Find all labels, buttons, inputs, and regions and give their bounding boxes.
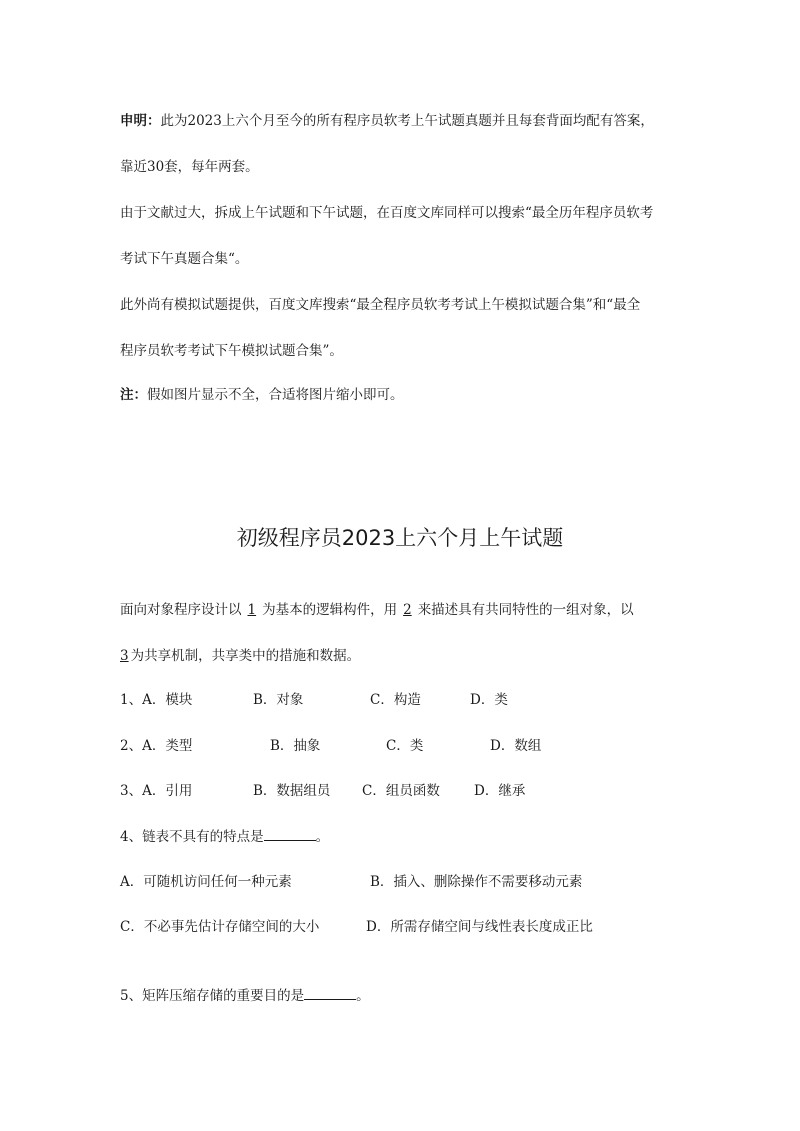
q3-option-c: C．组员函数: [362, 783, 440, 799]
q4-stem-text: 4、链表不具有的特点是: [120, 829, 264, 845]
stem-text-d: 为共享机制，共享类中的措施和数据。: [130, 648, 361, 664]
q2-option-b: B．抽象: [270, 738, 321, 754]
q4-option-b: B．插入、删除操作不需要移动元素: [370, 874, 583, 890]
statement-line-3: 由于文献过大，拆成上午试题和下午试题，在百度文库同样可以搜索“最全历年程序员软考: [120, 205, 654, 221]
blank-2: 2: [403, 602, 412, 618]
q2-option-d: D．数组: [490, 738, 542, 754]
q3-option-b: B．数据组员: [253, 783, 331, 799]
q3-option-d: D．继承: [474, 783, 526, 799]
note-text: 假如图片显示不全，合适将图片缩小即可。: [147, 387, 404, 403]
statement-line-5: 此外尚有模拟试题提供，百度文库搜索“最全程序员软考考试上午模拟试题合集”和“最全: [120, 297, 641, 313]
blank-3: 3: [120, 648, 129, 664]
q1-option-b: B．对象: [253, 692, 304, 708]
question-1-3-stem-line-1: [120, 600, 634, 620]
q4-stem-end: 。: [315, 829, 330, 845]
question-4-stem: [120, 826, 329, 847]
statement-label: 申明：: [120, 113, 161, 129]
q2-option-c: C．类: [386, 738, 424, 754]
statement-line-1: [120, 111, 654, 131]
statement-line-6: 程序员软考考试下午模拟试题合集”。: [120, 343, 343, 359]
q1-option-a: 1、A．模块: [120, 692, 193, 708]
question-5-stem: [120, 985, 370, 1006]
q4-option-a: A．可随机访问任何一种元素: [120, 874, 292, 890]
q1-option-c: C．构造: [370, 692, 421, 708]
stem-text-a: 面向对象程序设计以: [120, 602, 242, 618]
q5-stem-end: 。: [356, 988, 370, 1004]
exam-title: 初级程序员2023上六个月上午试题: [236, 526, 564, 550]
blank-1: 1: [247, 602, 257, 618]
note-label: 注：: [120, 387, 147, 403]
stem-text-c: 来描述具有共同特性的一组对象，以: [417, 602, 634, 618]
q2-option-a: 2、A．类型: [120, 738, 193, 754]
q1-option-d: D．类: [470, 692, 508, 708]
stem-text-b: 为基本的逻辑构件，用: [262, 602, 398, 618]
q5-answer-blank: [304, 985, 356, 1000]
q4-answer-blank: [264, 826, 316, 841]
statement-line-4: 考试下午真题合集“。: [120, 251, 249, 267]
q4-option-c: C．不必事先估计存储空间的大小: [120, 919, 320, 935]
q3-option-a: 3、A．引用: [120, 783, 193, 799]
note-line: [120, 385, 404, 405]
q4-option-d: D．所需存储空间与线性表长度成正比: [366, 919, 593, 935]
statement-line-2: 靠近30套，每年两套。: [120, 159, 259, 175]
statement-text-1: 此为2023上六个月至今的所有程序员软考上午试题真题并且每套背面均配有答案，: [160, 113, 654, 129]
q5-stem-text: 5、矩阵压缩存储的重要目的是: [120, 988, 305, 1004]
question-1-3-stem-line-2: [120, 646, 360, 666]
